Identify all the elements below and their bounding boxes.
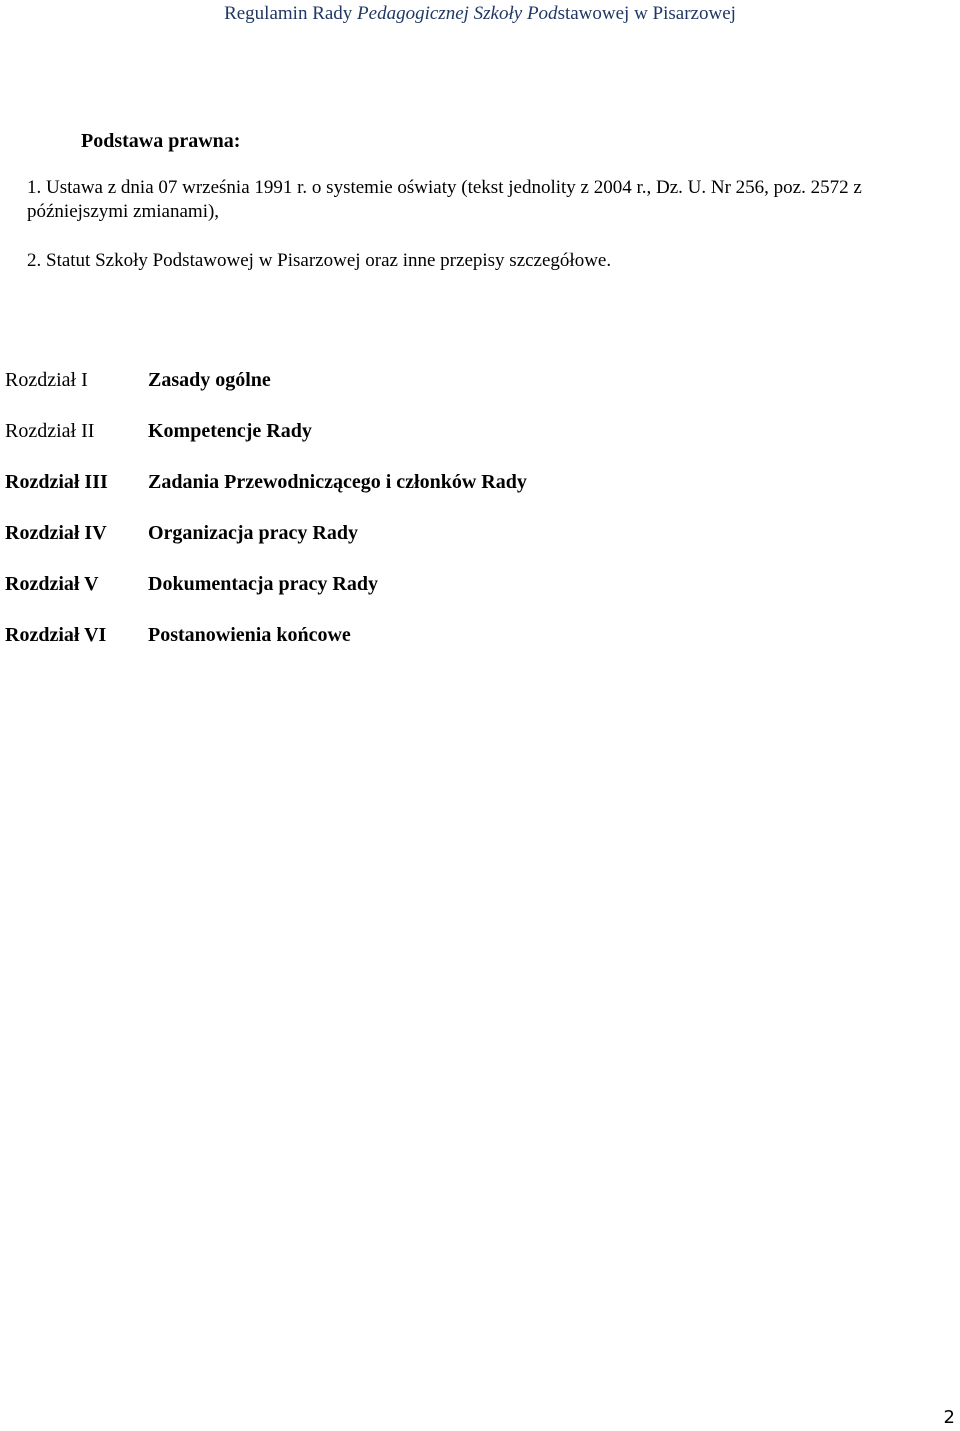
chapter-title: Kompetencje Rady	[148, 420, 312, 442]
legal-basis-list	[27, 176, 927, 273]
chapter-number: Rozdział III	[5, 471, 108, 493]
header-text-part3: stawowej w Pisarzowej	[557, 3, 736, 24]
page-header	[0, 2, 960, 26]
chapter-number: Rozdział II	[5, 420, 95, 442]
page-number: 2	[943, 1407, 955, 1428]
chapter-number: Rozdział IV	[5, 522, 107, 544]
chapter-row	[5, 469, 527, 520]
chapter-row	[5, 520, 527, 571]
chapter-number: Rozdział I	[5, 369, 88, 391]
chapter-row	[5, 418, 527, 469]
legal-basis-item-2: 2. Statut Szkoły Podstawowej w Pisarzowej oraz inne przepisy szczegółowe.	[27, 250, 612, 271]
legal-basis-title: Podstawa prawna:	[81, 130, 241, 152]
chapter-title: Dokumentacja pracy Rady	[148, 573, 378, 595]
chapter-number: Rozdział V	[5, 573, 99, 595]
chapter-title: Organizacja pracy Rady	[148, 522, 358, 544]
chapter-title: Zasady ogólne	[148, 369, 271, 391]
header-text-part2: Pedagogicznej Szkoły Pod	[357, 3, 558, 24]
chapter-row	[5, 622, 527, 673]
chapter-list	[5, 367, 527, 673]
chapter-title: Postanowienia końcowe	[148, 624, 351, 646]
chapter-number: Rozdział VI	[5, 624, 107, 646]
chapter-title: Zadania Przewodniczącego i członków Rady	[148, 471, 527, 493]
chapter-row	[5, 571, 527, 622]
chapter-row	[5, 367, 527, 418]
header-text-part1: Regulamin Rady	[224, 3, 358, 24]
legal-basis-item-1: 1. Ustawa z dnia 07 września 1991 r. o systemie oświaty (tekst jednolity z 2004 r., Dz. U. Nr 256, poz. 2572 z późniejszymi zmianami),	[27, 177, 862, 222]
